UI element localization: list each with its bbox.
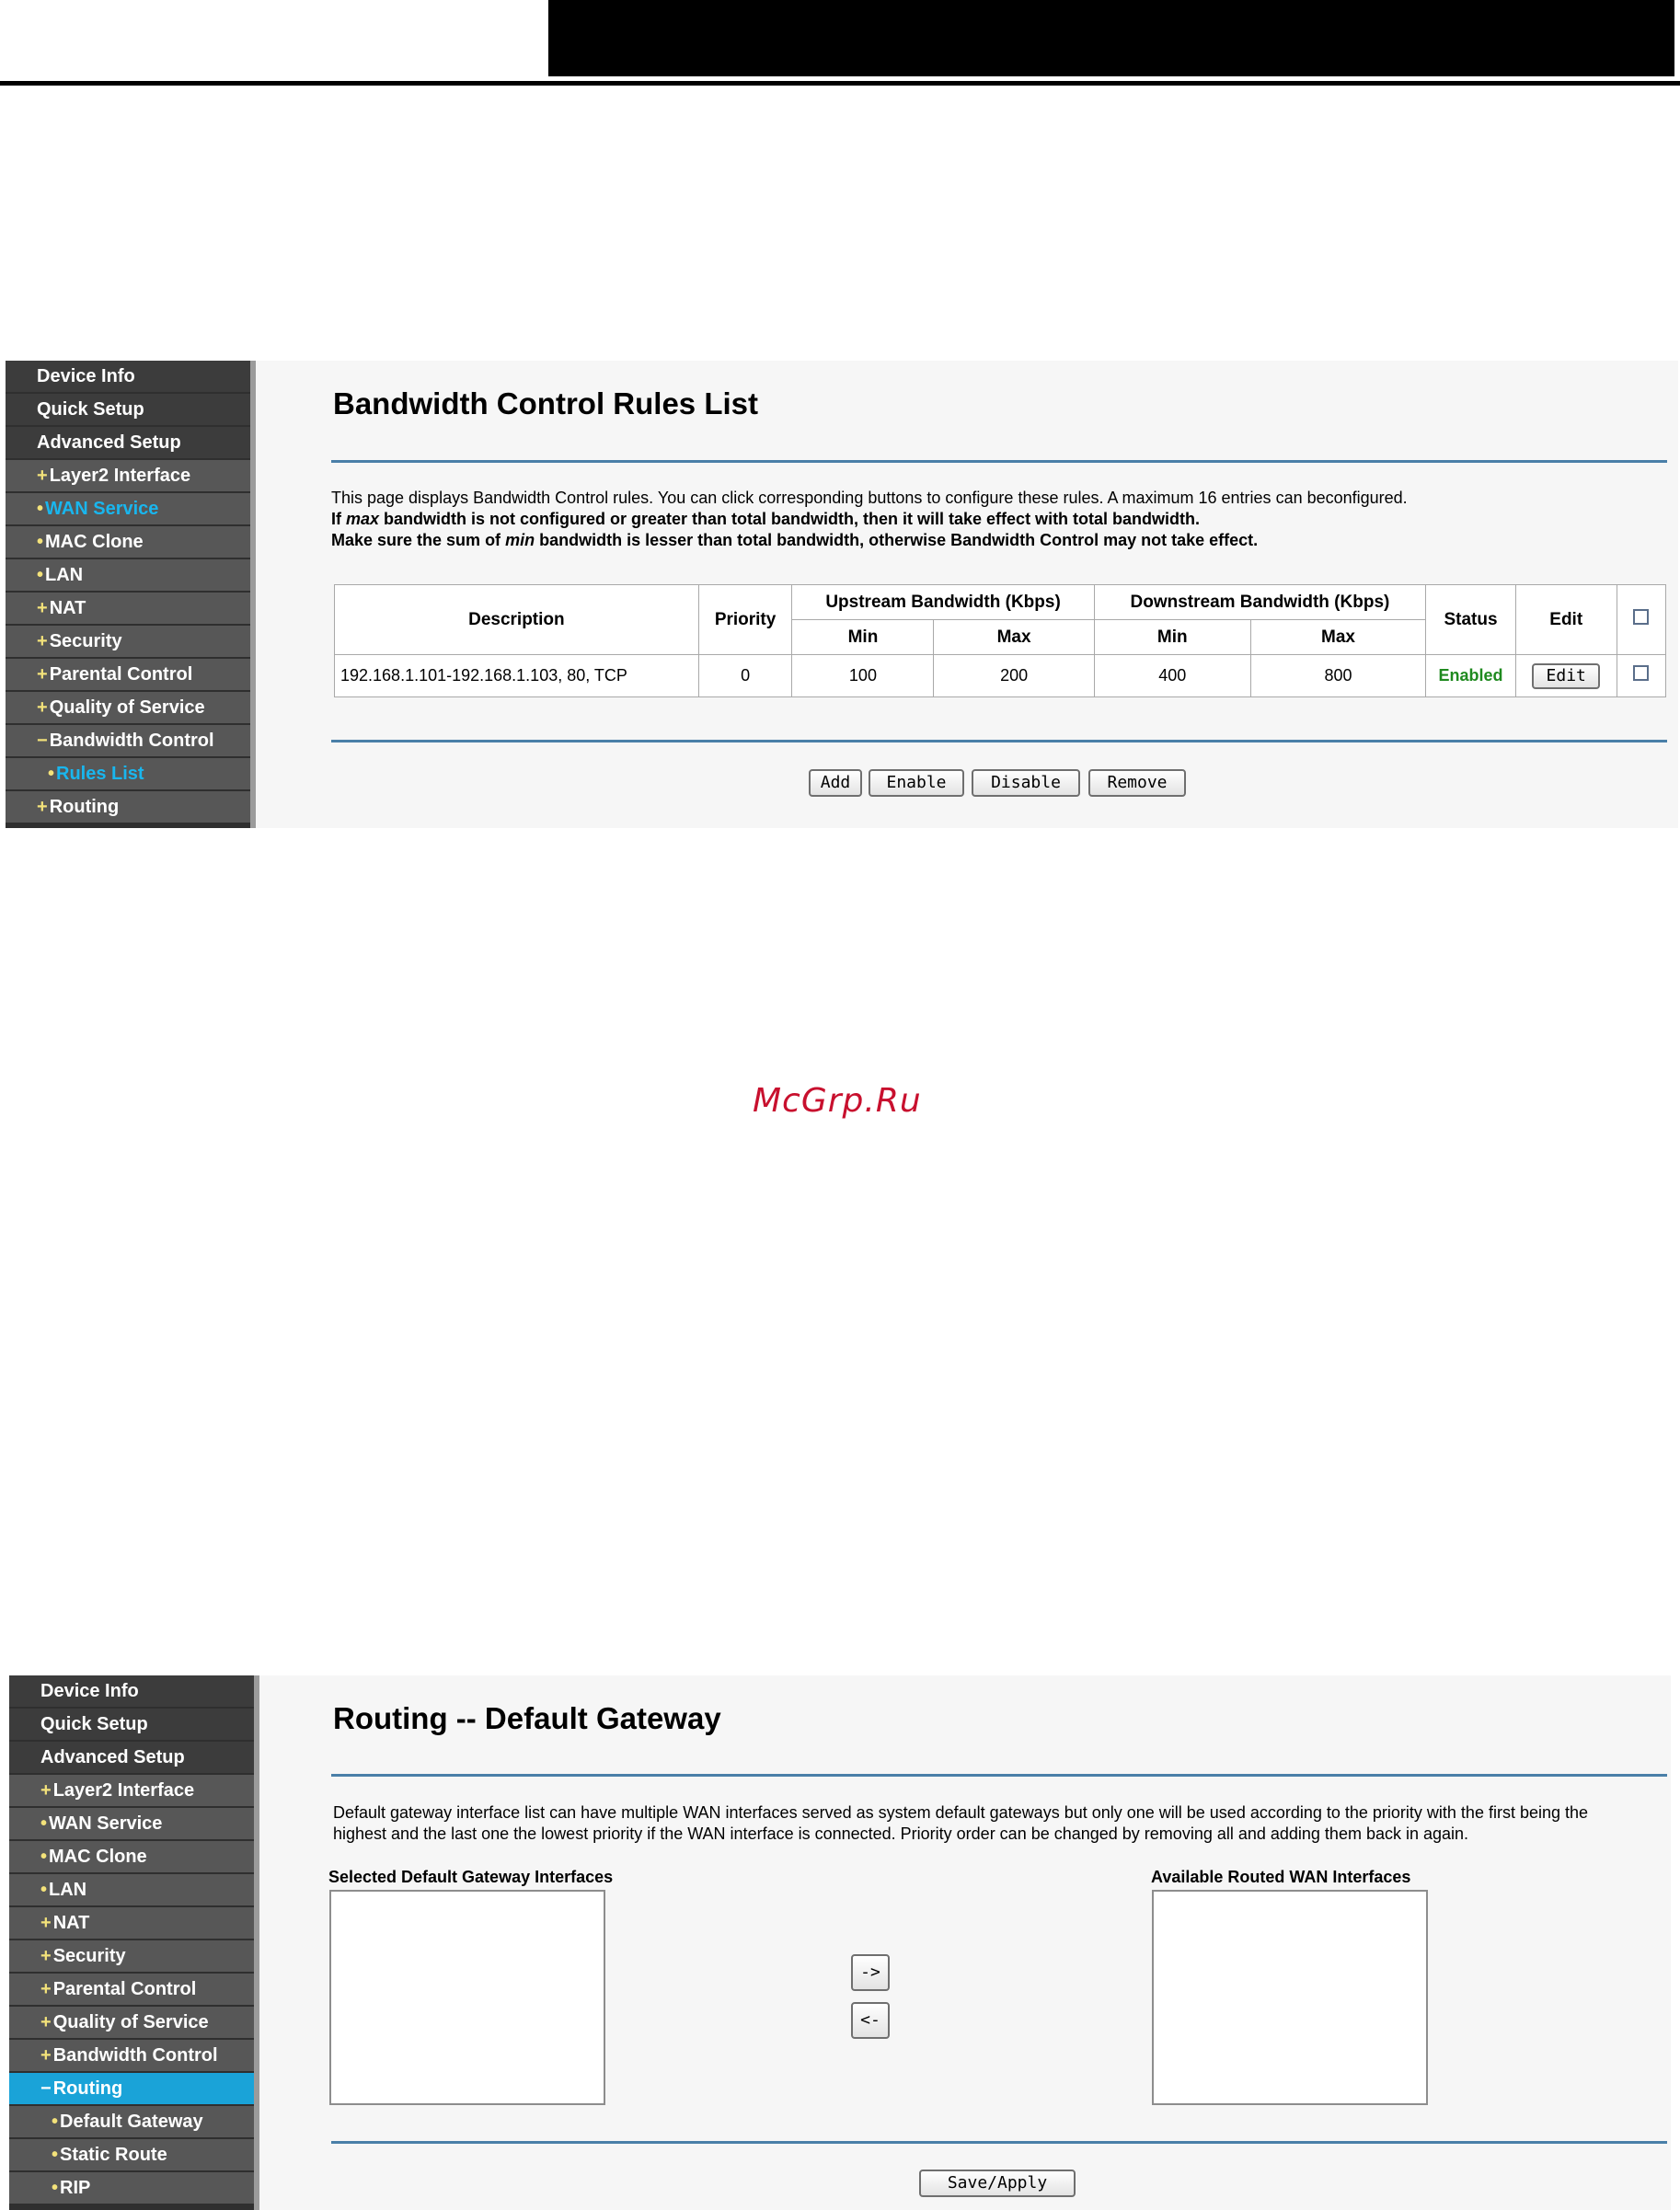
col-edit: Edit [1515, 585, 1617, 655]
sidebar-item-bandwidth-control[interactable]: − Bandwidth Control [6, 725, 250, 756]
desc-line-1: This page displays Bandwidth Control rules. You can click corresponding buttons to configure these rules. A maximum 16 entries can beconfigured. [331, 489, 1408, 507]
sidebar-item-security[interactable]: + Security [6, 626, 250, 657]
expand-icon: + [40, 1913, 52, 1933]
sidebar-item-wan-service[interactable]: • WAN Service [6, 493, 250, 524]
desc-line-2: highest and the last one the lowest priority if the WAN interface is connected. Priority order can be changed by removing all and adding them back in again. [333, 1824, 1469, 1843]
routing-default-gateway-screenshot [9, 1675, 1671, 2210]
expand-icon: + [40, 1979, 52, 1999]
sidebar-item-device-info[interactable]: Device Info [6, 361, 250, 392]
enable-button[interactable]: Enable [869, 769, 964, 797]
bottom-divider [331, 2141, 1667, 2144]
expand-icon: + [37, 466, 48, 486]
bullet-icon: • [52, 2178, 59, 2198]
bullet-icon: • [48, 764, 55, 784]
available-interfaces-label: Available Routed WAN Interfaces [1151, 1868, 1411, 1886]
col-status: Status [1426, 585, 1516, 655]
sidebar [9, 1675, 259, 2210]
page-description [331, 488, 1665, 551]
cell-down-min: 400 [1094, 655, 1250, 697]
col-up-min: Min [792, 620, 934, 655]
bullet-icon: • [37, 499, 44, 519]
title-divider [331, 1774, 1667, 1777]
move-left-button[interactable]: <- [851, 2002, 890, 2039]
bullet-icon: • [40, 1847, 48, 1867]
sidebar-item-quality-of-service[interactable]: + Quality of Service [9, 2007, 254, 2038]
title-divider [331, 460, 1667, 463]
desc-line-2: If max bandwidth is not configured or greater than total bandwidth, then it will take effect with total bandwidth. [331, 510, 1201, 528]
cell-priority: 0 [698, 655, 792, 697]
sidebar-item-nat[interactable]: + NAT [6, 593, 250, 624]
cell-select [1617, 655, 1665, 697]
bullet-icon: • [40, 1813, 48, 1834]
sidebar-item-bandwidth-control[interactable]: + Bandwidth Control [9, 2040, 254, 2071]
bullet-icon: • [40, 1880, 48, 1900]
cell-up-max: 200 [934, 655, 1094, 697]
sidebar-item-parental-control[interactable]: + Parental Control [6, 659, 250, 690]
rules-table [334, 584, 1666, 697]
sidebar-item-quick-setup[interactable]: Quick Setup [9, 1709, 254, 1740]
expand-icon: + [37, 598, 48, 618]
sidebar-item-static-route[interactable]: • Static Route [9, 2139, 254, 2170]
expand-icon: + [37, 664, 48, 685]
col-downstream: Downstream Bandwidth (Kbps) [1094, 585, 1425, 620]
save-apply-button[interactable]: Save/Apply [919, 2170, 1076, 2197]
cell-up-min: 100 [792, 655, 934, 697]
sidebar-item-advanced-setup[interactable]: Advanced Setup [9, 1742, 254, 1773]
col-upstream: Upstream Bandwidth (Kbps) [792, 585, 1094, 620]
sidebar-item-routing[interactable]: + Routing [6, 791, 250, 823]
selected-interfaces-list[interactable] [329, 1890, 605, 2105]
page-description [333, 1802, 1667, 1845]
sidebar [6, 361, 256, 828]
expand-icon: + [37, 697, 48, 718]
col-select-all [1617, 585, 1665, 655]
bottom-divider [331, 740, 1667, 742]
selected-interfaces-label: Selected Default Gateway Interfaces [328, 1868, 614, 1886]
sidebar-item-rules-list[interactable]: • Rules List [6, 758, 250, 789]
move-right-button[interactable]: -> [851, 1954, 890, 1991]
sidebar-item-device-info[interactable]: Device Info [9, 1675, 254, 1707]
col-down-min: Min [1094, 620, 1250, 655]
expand-icon: + [37, 631, 48, 651]
remove-button[interactable]: Remove [1088, 769, 1186, 797]
col-description: Description [335, 585, 699, 655]
sidebar-item-lan[interactable]: • LAN [6, 559, 250, 591]
sidebar-item-default-gateway[interactable]: • Default Gateway [9, 2106, 254, 2137]
bullet-icon: • [37, 565, 44, 585]
sidebar-item-quality-of-service[interactable]: + Quality of Service [6, 692, 250, 723]
sidebar-item-layer2-interface[interactable]: + Layer2 Interface [9, 1775, 254, 1806]
sidebar-item-routing[interactable]: − Routing [9, 2073, 254, 2104]
desc-line-3: Make sure the sum of min bandwidth is lesser than total bandwidth, otherwise Bandwidth Control may not take effect. [331, 531, 1259, 549]
add-button[interactable]: Add [809, 769, 862, 797]
expand-icon: + [40, 2045, 52, 2066]
bullet-icon: • [37, 532, 44, 552]
expand-icon: + [37, 797, 48, 817]
table-header-row [335, 585, 1666, 620]
select-all-checkbox[interactable] [1633, 609, 1649, 625]
row-select-checkbox[interactable] [1633, 665, 1649, 681]
expand-icon: + [40, 1780, 52, 1801]
bandwidth-rules-screenshot [6, 361, 1678, 828]
edit-button[interactable]: Edit [1532, 663, 1600, 689]
cell-edit [1515, 655, 1617, 697]
bullet-icon: • [52, 2145, 59, 2165]
desc-line-1: Default gateway interface list can have multiple WAN interfaces served as system default gateways but only one will be used according to the priority with the first being the [333, 1803, 1589, 1822]
col-down-max: Max [1250, 620, 1425, 655]
sidebar-item-nat[interactable]: + NAT [9, 1907, 254, 1939]
sidebar-item-security[interactable]: + Security [9, 1940, 254, 1972]
bullet-icon: • [52, 2112, 59, 2132]
sidebar-item-advanced-setup[interactable]: Advanced Setup [6, 427, 250, 458]
sidebar-item-parental-control[interactable]: + Parental Control [9, 1974, 254, 2005]
sidebar-item-lan[interactable]: • LAN [9, 1874, 254, 1905]
sidebar-item-layer2-interface[interactable]: + Layer2 Interface [6, 460, 250, 491]
disable-button[interactable]: Disable [972, 769, 1080, 797]
sidebar-item-mac-clone[interactable]: • MAC Clone [9, 1841, 254, 1872]
expand-icon: + [40, 1946, 52, 1966]
available-interfaces-list[interactable] [1152, 1890, 1428, 2105]
sidebar-item-quick-setup[interactable]: Quick Setup [6, 394, 250, 425]
collapse-icon: − [37, 731, 48, 751]
expand-icon: + [40, 2012, 52, 2032]
header-black-bar [548, 0, 1674, 76]
table-row [335, 655, 1666, 697]
cell-down-max: 800 [1250, 655, 1425, 697]
sidebar-item-wan-service[interactable]: • WAN Service [9, 1808, 254, 1839]
cell-description: 192.168.1.101-192.168.1.103, 80, TCP [335, 655, 699, 697]
page-title: Routing -- Default Gateway [333, 1701, 721, 1735]
collapse-icon: − [40, 2078, 52, 2099]
page-title: Bandwidth Control Rules List [333, 386, 758, 420]
col-priority: Priority [698, 585, 792, 655]
header-rule [0, 81, 1680, 86]
watermark-text: McGrp.Ru [753, 1082, 922, 1120]
sidebar-item-rip[interactable]: • RIP [9, 2172, 254, 2204]
sidebar-item-mac-clone[interactable]: • MAC Clone [6, 526, 250, 558]
col-up-max: Max [934, 620, 1094, 655]
status-badge: Enabled [1426, 655, 1516, 697]
